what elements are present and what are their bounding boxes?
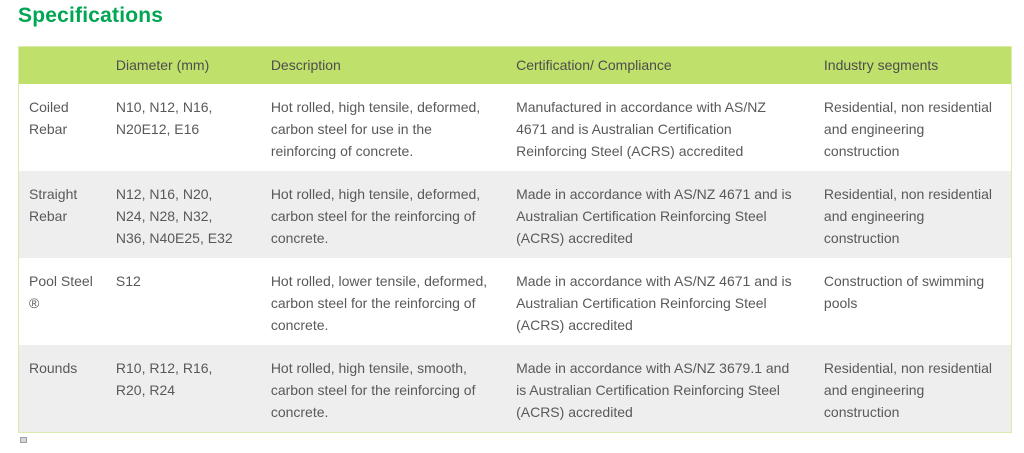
description-cell: Hot rolled, high tensile, smooth, carbon steel for the reinforcing of concrete. (257, 345, 502, 433)
table-row-rounds (19, 345, 1012, 433)
header-certification: Certification/ Compliance (502, 47, 810, 85)
diameter-cell: R10, R12, R16, R20, R24 (102, 345, 257, 433)
header-description: Description (257, 47, 502, 85)
diameter-cell: N12, N16, N20, N24, N28, N32, N36, N40E25, E32 (102, 171, 257, 258)
table-row-coiled-rebar (19, 84, 1012, 171)
certification-cell: Made in accordance with AS/NZ 4671 and is Australian Certification Reinforcing Steel (ACRS) accredited (502, 171, 810, 258)
header-product (19, 47, 102, 85)
certification-cell: Made in accordance with AS/NZ 4671 and is Australian Certification Reinforcing Steel (ACRS) accredited (502, 258, 810, 345)
description-cell: Hot rolled, high tensile, deformed, carbon steel for the reinforcing of concrete. (257, 171, 502, 258)
product-cell: Straight Rebar (19, 171, 102, 258)
page-title: Specifications (18, 4, 164, 27)
description-cell: Hot rolled, lower tensile, deformed, carbon steel for the reinforcing of concrete. (257, 258, 502, 345)
specifications-table (18, 46, 1012, 433)
header-industry: Industry segments (810, 47, 1012, 85)
industry-cell: Construction of swimming pools (810, 258, 1012, 345)
product-cell: Rounds (19, 345, 102, 433)
diameter-cell: S12 (102, 258, 257, 345)
header-diameter: Diameter (mm) (102, 47, 257, 85)
certification-cell: Manufactured in accordance with AS/NZ 4671 and is Australian Certification Reinforcing Steel (ACRS) accredited (502, 84, 810, 171)
table-body (19, 84, 1012, 433)
diameter-cell: N10, N12, N16, N20E12, E16 (102, 84, 257, 171)
table-header (19, 47, 1012, 85)
table-row-pool-steel (19, 258, 1012, 345)
description-cell: Hot rolled, high tensile, deformed, carbon steel for use in the reinforcing of concrete. (257, 84, 502, 171)
product-cell: Coiled Rebar (19, 84, 102, 171)
image-placeholder-icon (20, 437, 27, 443)
table-row-straight-rebar (19, 171, 1012, 258)
product-cell: Pool Steel ® (19, 258, 102, 345)
header-row (19, 47, 1012, 85)
industry-cell: Residential, non residential and engineering construction (810, 171, 1012, 258)
certification-cell: Made in accordance with AS/NZ 3679.1 and is Australian Certification Reinforcing Steel (ACRS) accredited (502, 345, 810, 433)
industry-cell: Residential, non residential and engineering construction (810, 345, 1012, 433)
industry-cell: Residential, non residential and engineering construction (810, 84, 1012, 171)
